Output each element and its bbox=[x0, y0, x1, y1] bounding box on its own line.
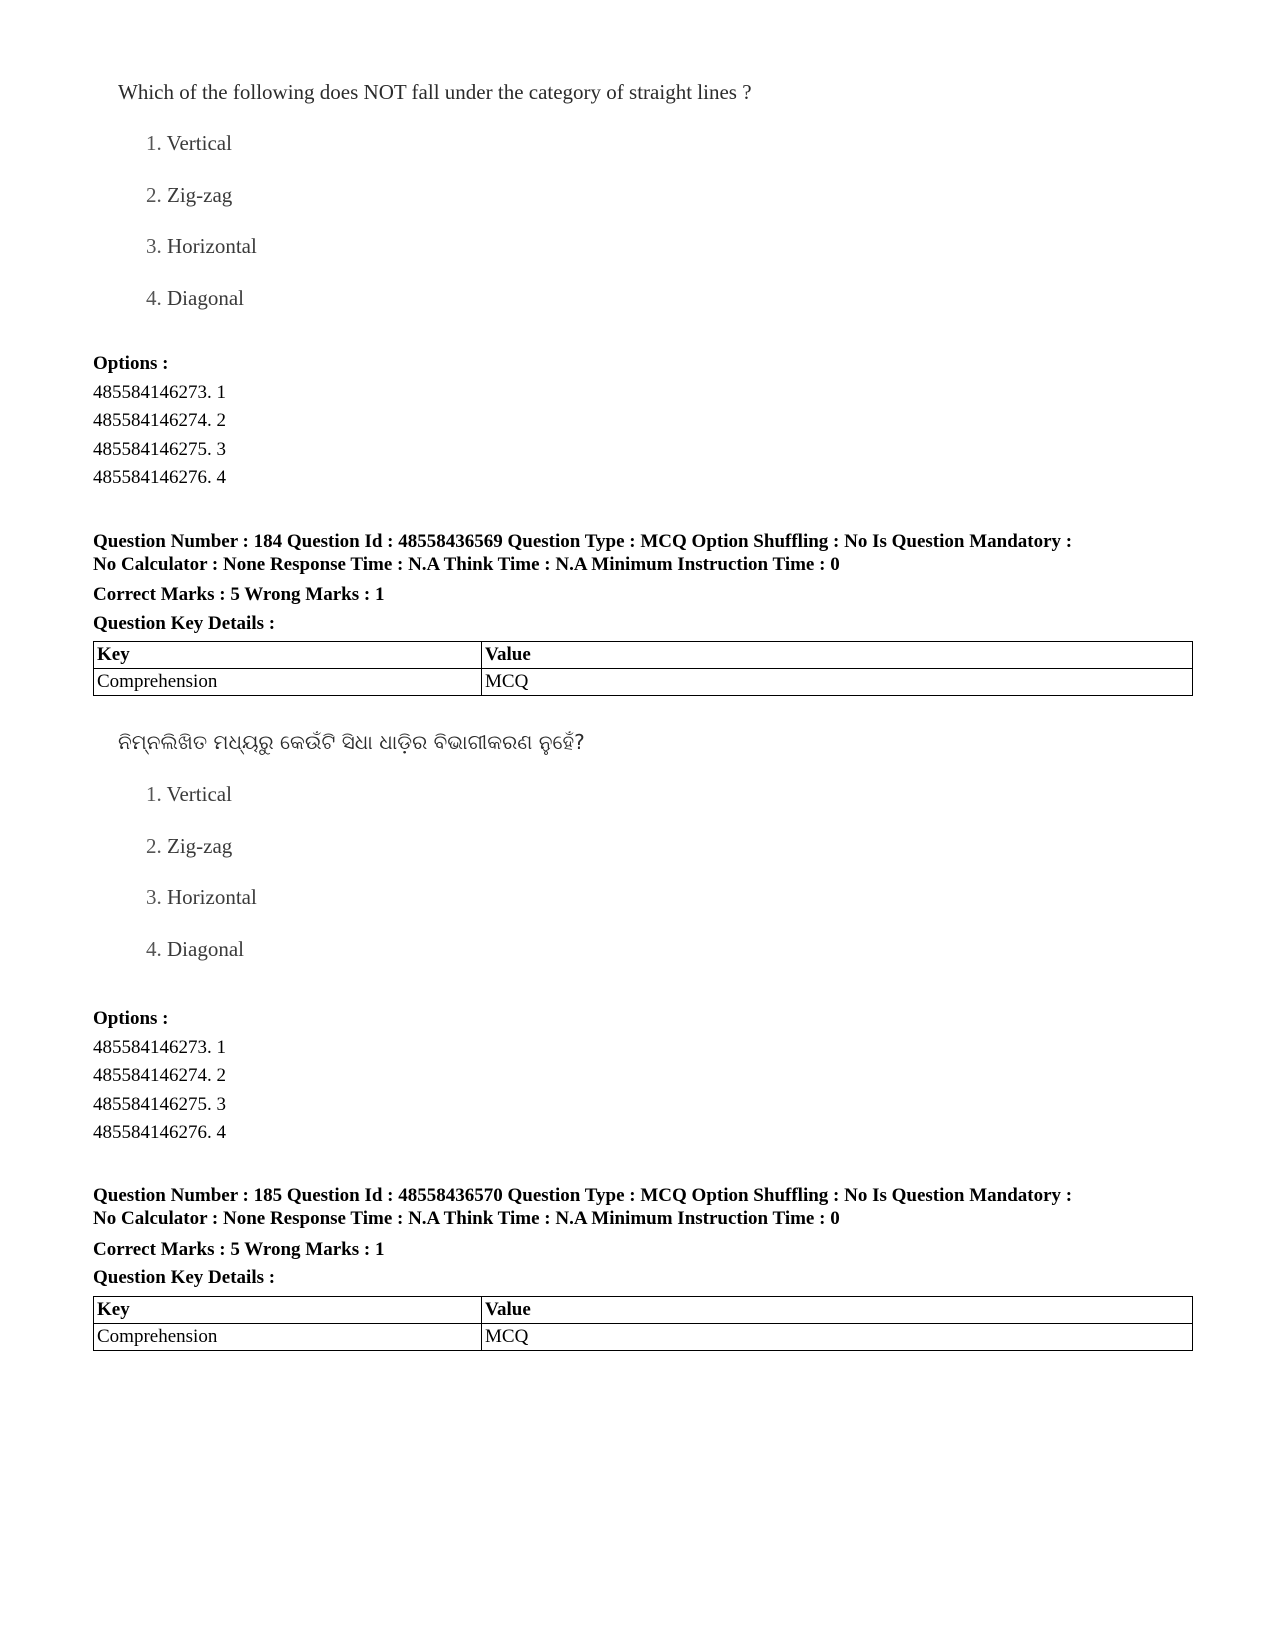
table-row bbox=[94, 1324, 1193, 1351]
key-details-label: Question Key Details : bbox=[93, 1267, 276, 1288]
options-label: Options : bbox=[93, 1008, 169, 1029]
table-row bbox=[94, 669, 1193, 696]
choice-3: 3. Horizontal bbox=[146, 234, 257, 258]
key-details-label: Question Key Details : bbox=[93, 613, 276, 634]
key-cell: Comprehension bbox=[94, 1324, 482, 1351]
value-cell: MCQ bbox=[482, 1324, 1193, 1351]
option-item: 485584146275. 3 bbox=[93, 438, 226, 460]
question-image-english bbox=[112, 80, 832, 330]
option-item: 485584146275. 3 bbox=[93, 1093, 226, 1115]
question-stem: ନିମ୍ନଲିଖିତ ମଧ୍ୟରୁ କେଉଁଟି ସିଧା ଧାଡ଼ିର ବିଭାଗୀକରଣ ନୁହେଁ? bbox=[118, 730, 585, 754]
choice-4: 4. Diagonal bbox=[146, 286, 244, 310]
option-item: 485584146274. 2 bbox=[93, 1065, 226, 1087]
question-meta-line-2: No Calculator : None Response Time : N.A Think Time : N.A Minimum Instruction Time : 0 bbox=[93, 554, 840, 575]
value-cell: MCQ bbox=[482, 669, 1193, 696]
value-header: Value bbox=[482, 1297, 1193, 1324]
table-row bbox=[94, 642, 1193, 669]
question-meta-line-1: Question Number : 184 Question Id : 48558436569 Question Type : MCQ Option Shuffling : No Is Question Mandatory : bbox=[93, 531, 1073, 552]
choice-2: 2. Zig-zag bbox=[146, 834, 233, 858]
option-item: 485584146276. 4 bbox=[93, 1122, 226, 1144]
key-header: Key bbox=[94, 642, 482, 669]
key-details-table bbox=[93, 641, 1193, 696]
choice-2: 2. Zig-zag bbox=[146, 183, 233, 207]
table-row bbox=[94, 1297, 1193, 1324]
question-meta-line-1: Question Number : 185 Question Id : 48558436570 Question Type : MCQ Option Shuffling : No Is Question Mandatory : bbox=[93, 1185, 1073, 1206]
key-cell: Comprehension bbox=[94, 669, 482, 696]
key-header: Key bbox=[94, 1297, 482, 1324]
question-meta bbox=[93, 530, 1193, 576]
option-item: 485584146276. 4 bbox=[93, 467, 226, 489]
value-header: Value bbox=[482, 642, 1193, 669]
key-details-table bbox=[93, 1296, 1193, 1351]
marks-line: Correct Marks : 5 Wrong Marks : 1 bbox=[93, 584, 385, 605]
question-stem: Which of the following does NOT fall under the category of straight lines ? bbox=[118, 80, 752, 104]
options-label: Options : bbox=[93, 353, 169, 374]
choice-4: 4. Diagonal bbox=[146, 937, 244, 961]
option-item: 485584146273. 1 bbox=[93, 1036, 226, 1058]
option-item: 485584146273. 1 bbox=[93, 381, 226, 403]
option-item: 485584146274. 2 bbox=[93, 410, 226, 432]
question-image-odia bbox=[112, 730, 832, 980]
question-meta-line-2: No Calculator : None Response Time : N.A Think Time : N.A Minimum Instruction Time : 0 bbox=[93, 1208, 840, 1229]
marks-line: Correct Marks : 5 Wrong Marks : 1 bbox=[93, 1239, 385, 1260]
choice-1: 1. Vertical bbox=[146, 782, 232, 806]
options-list bbox=[93, 1005, 226, 1148]
question-meta bbox=[93, 1184, 1193, 1230]
options-list bbox=[93, 350, 226, 493]
choice-3: 3. Horizontal bbox=[146, 885, 257, 909]
choice-1: 1. Vertical bbox=[146, 131, 232, 155]
